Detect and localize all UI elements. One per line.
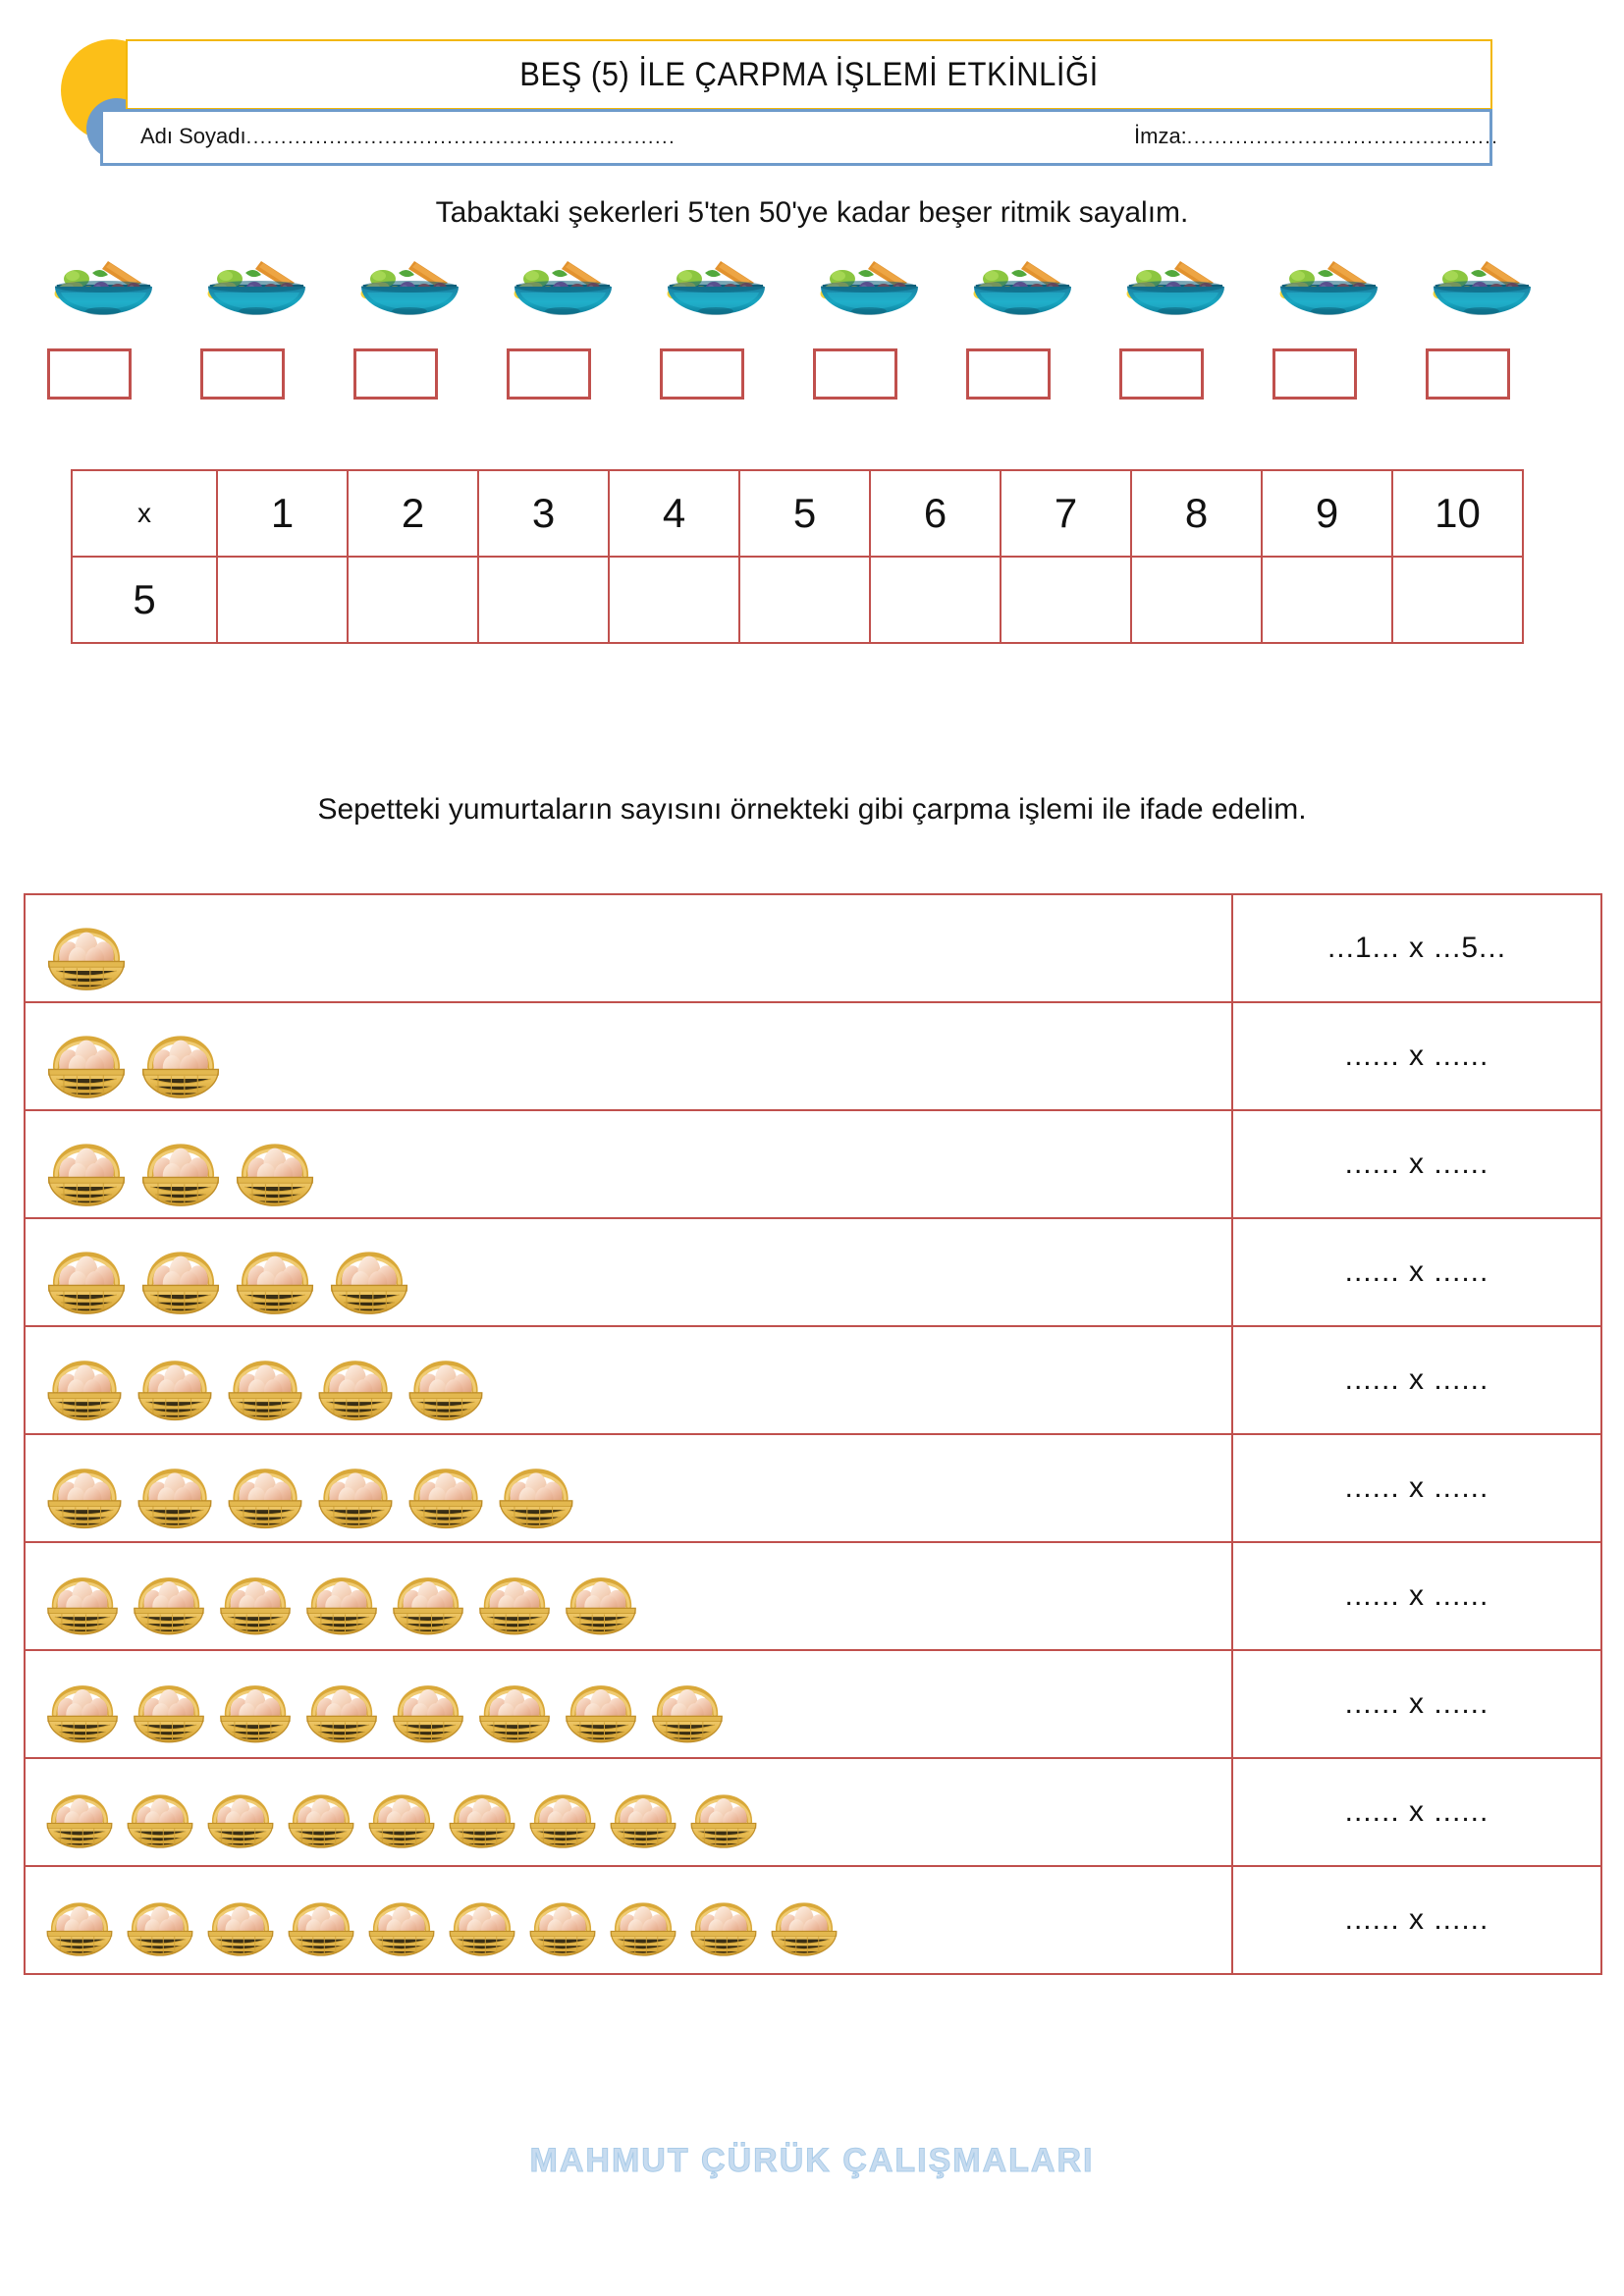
egg-basket-icon [471,1661,558,1747]
counting-answer-box-wrapper [353,348,466,401]
egg-basket-item [134,1225,228,1319]
egg-basket-icon [522,1772,603,1852]
egg-basket-item [126,1661,212,1747]
egg-basket-picture-cell [25,1542,1232,1650]
times-table-answer-cell[interactable] [1262,557,1392,643]
egg-basket-icon [200,1772,281,1852]
egg-basket-icon [39,1443,130,1533]
egg-basket-item [212,1661,298,1747]
instruction-text-baskets: Sepetteki yumurtaların sayısını örnekteki gibi çarpma işlemi ile ifade edelim. [317,793,1307,826]
egg-basket-item [281,1880,361,1960]
instruction-text-counting: Tabaktaki şekerleri 5'ten 50'ye kadar beşer ritmik sayalım. [435,196,1189,229]
egg-basket-row [25,1218,1601,1326]
egg-basket-icon [220,1443,310,1533]
egg-basket-icon [39,1009,134,1103]
counting-answer-box[interactable] [813,348,897,400]
egg-basket-item [310,1335,401,1425]
egg-basket-picture-cell [25,894,1232,1002]
counting-answer-box[interactable] [353,348,438,400]
egg-basket-picture-cell [25,1434,1232,1542]
fruit-bowl-item [47,257,160,320]
egg-basket-item [228,1225,322,1319]
counting-answer-box-wrapper [813,348,926,401]
fruit-bowl-row [47,257,1579,326]
fruit-bowl-icon [813,257,926,320]
egg-basket-icon [134,1009,228,1103]
times-table-answer-cell[interactable] [739,557,870,643]
times-table-header-cell: 9 [1262,470,1392,557]
egg-basket-icon [603,1772,683,1852]
egg-basket-row [25,1110,1601,1218]
egg-basket-item [39,1661,126,1747]
fruit-bowl-icon [1272,257,1385,320]
egg-basket-item [683,1880,764,1960]
egg-basket-item [558,1661,644,1747]
egg-basket-icon [200,1880,281,1960]
egg-basket-icon [683,1880,764,1960]
egg-basket-item [442,1880,522,1960]
egg-basket-icon [491,1443,581,1533]
egg-basket-item [39,1335,130,1425]
egg-basket-icon [120,1772,200,1852]
egg-basket-icon [39,1661,126,1747]
egg-basket-answer-blank[interactable]: ...... x ...... [1232,1758,1601,1866]
egg-basket-item [126,1553,212,1639]
counting-answer-boxes-row [47,348,1579,401]
egg-basket-icon [39,1772,120,1852]
egg-basket-strip [39,1335,1231,1425]
egg-basket-item [558,1553,644,1639]
egg-basket-item [200,1772,281,1852]
fruit-bowl-icon [353,257,466,320]
egg-basket-item [134,1117,228,1211]
egg-basket-table [24,893,1602,1975]
counting-answer-box-wrapper [200,348,313,401]
times-table-answer-cell[interactable] [217,557,348,643]
egg-basket-icon [228,1117,322,1211]
egg-basket-picture-cell [25,1110,1232,1218]
egg-basket-icon [212,1553,298,1639]
counting-answer-box[interactable] [660,348,744,400]
egg-basket-icon [134,1117,228,1211]
signature-dotted-line: ............................................. [1186,127,1499,148]
counting-answer-box[interactable] [1272,348,1357,400]
counting-answer-box-wrapper [1119,348,1232,401]
counting-answer-box-wrapper [966,348,1079,401]
egg-basket-item [134,1009,228,1103]
signature-field[interactable] [1134,124,1498,149]
signature-label: İmza: [1134,124,1187,148]
egg-basket-item [361,1772,442,1852]
times-table-header-cell: 10 [1392,470,1523,557]
footer-credit: MAHMUT ÇÜRÜK ÇALIŞMALARI [529,2142,1095,2179]
title-box [126,39,1492,110]
egg-basket-icon [228,1225,322,1319]
page-title: BEŞ (5) İLE ÇARPMA İŞLEMİ ETKİNLİĞİ [519,54,1099,94]
egg-basket-icon [322,1225,416,1319]
egg-basket-icon [442,1880,522,1960]
worksheet-header [0,18,1624,165]
egg-basket-row [25,1866,1601,1974]
egg-basket-item [228,1117,322,1211]
fruit-bowl-icon [1426,257,1539,320]
egg-basket-row [25,1434,1601,1542]
egg-basket-row [25,1542,1601,1650]
student-info-box[interactable] [100,109,1499,166]
times-table-header-cell: 4 [609,470,739,557]
fruit-bowl-icon [660,257,773,320]
counting-answer-box-wrapper [660,348,773,401]
counting-answer-box-wrapper [1426,348,1539,401]
egg-basket-icon [130,1443,220,1533]
egg-basket-icon [401,1443,491,1533]
egg-basket-strip [39,1661,1231,1747]
egg-basket-icon [310,1335,401,1425]
egg-basket-item [644,1661,731,1747]
egg-basket-item [491,1443,581,1533]
egg-basket-item [522,1772,603,1852]
fruit-bowl-icon [507,257,620,320]
egg-basket-strip [39,901,1231,995]
counting-answer-box[interactable] [507,348,591,400]
fruit-bowl-item [200,257,313,320]
egg-basket-icon [220,1335,310,1425]
counting-answer-box[interactable] [200,348,285,400]
egg-basket-icon [558,1553,644,1639]
times-table-answer-cell[interactable] [348,557,478,643]
egg-basket-item [603,1772,683,1852]
egg-basket-icon [361,1772,442,1852]
times-table-row-label: 5 [72,557,217,643]
egg-basket-item [39,1225,134,1319]
egg-basket-strip [39,1772,1231,1852]
egg-basket-picture-cell [25,1758,1232,1866]
egg-basket-item [120,1772,200,1852]
fruit-bowl-icon [1119,257,1232,320]
egg-basket-item [401,1335,491,1425]
egg-basket-strip [39,1009,1231,1103]
egg-basket-icon [39,1225,134,1319]
times-table-header-cell: 2 [348,470,478,557]
counting-answer-box-wrapper [507,348,620,401]
name-field[interactable] [140,124,676,149]
egg-basket-icon [126,1661,212,1747]
fruit-bowl-icon [47,257,160,320]
egg-basket-item [39,1009,134,1103]
times-table-header-cell: 1 [217,470,348,557]
egg-basket-picture-cell [25,1650,1232,1758]
egg-basket-icon [522,1880,603,1960]
egg-basket-row [25,1326,1601,1434]
egg-basket-answer-blank[interactable]: ...... x ...... [1232,1326,1601,1434]
egg-basket-item [385,1661,471,1747]
egg-basket-item [522,1880,603,1960]
egg-basket-icon [310,1443,401,1533]
egg-basket-strip [39,1880,1231,1960]
egg-basket-answer-blank[interactable]: ...... x ...... [1232,1218,1601,1326]
egg-basket-icon [39,1117,134,1211]
egg-basket-icon [401,1335,491,1425]
times-table-answer-cell[interactable] [870,557,1001,643]
name-dotted-line: .............................................................. [245,127,677,148]
egg-basket-item [298,1661,385,1747]
egg-basket-icon [603,1880,683,1960]
egg-basket-row [25,1650,1601,1758]
egg-basket-strip [39,1225,1231,1319]
egg-basket-icon [39,1553,126,1639]
egg-basket-item [401,1443,491,1533]
egg-basket-icon [361,1880,442,1960]
egg-basket-strip [39,1443,1231,1533]
egg-basket-item [130,1335,220,1425]
fruit-bowl-icon [200,257,313,320]
fruit-bowl-item [813,257,926,320]
egg-basket-answer-blank[interactable]: ...... x ...... [1232,1542,1601,1650]
times-table-answer-cell[interactable] [478,557,609,643]
times-table-header-cell: 7 [1001,470,1131,557]
egg-basket-icon [471,1553,558,1639]
egg-basket-answer-blank[interactable]: ...... x ...... [1232,1002,1601,1110]
egg-basket-icon [130,1335,220,1425]
times-table-header-cell: 6 [870,470,1001,557]
counting-answer-box-wrapper [1272,348,1385,401]
times-table-answer-cell[interactable] [609,557,739,643]
egg-basket-picture-cell [25,1218,1232,1326]
times-table-header-row [72,470,1523,557]
egg-basket-answer-blank[interactable]: ...... x ...... [1232,1866,1601,1974]
egg-basket-answer-blank[interactable]: ...... x ...... [1232,1434,1601,1542]
egg-basket-icon [442,1772,522,1852]
egg-basket-item [39,1880,120,1960]
egg-basket-item [298,1553,385,1639]
egg-basket-item [683,1772,764,1852]
egg-basket-icon [134,1225,228,1319]
fruit-bowl-item [660,257,773,320]
egg-basket-item [310,1443,401,1533]
egg-basket-icon [298,1553,385,1639]
egg-basket-item [471,1553,558,1639]
egg-basket-item [471,1661,558,1747]
times-table-answer-cell[interactable] [1131,557,1262,643]
egg-basket-answer-blank[interactable]: ...... x ...... [1232,1110,1601,1218]
counting-answer-box[interactable] [966,348,1051,400]
fruit-bowl-icon [966,257,1079,320]
egg-basket-item [39,1443,130,1533]
egg-basket-item [764,1880,844,1960]
times-table-answer-cell[interactable] [1001,557,1131,643]
times-table-header-cell: 5 [739,470,870,557]
multiplication-table [71,469,1524,644]
egg-basket-icon [126,1553,212,1639]
egg-basket-item [442,1772,522,1852]
egg-basket-picture-cell [25,1002,1232,1110]
egg-basket-picture-cell [25,1866,1232,1974]
times-table-value-row [72,557,1523,643]
egg-basket-item [212,1553,298,1639]
times-table-header-cell: 8 [1131,470,1262,557]
egg-basket-icon [644,1661,731,1747]
fruit-bowl-item [966,257,1079,320]
name-label: Adı Soyadı [140,124,246,148]
egg-basket-item [220,1335,310,1425]
counting-answer-box-wrapper [47,348,160,401]
egg-basket-item [39,1772,120,1852]
egg-basket-item [39,901,134,995]
egg-basket-item [39,1117,134,1211]
egg-basket-item [385,1553,471,1639]
fruit-bowl-item [1119,257,1232,320]
egg-basket-strip [39,1117,1231,1211]
times-table-header-cell: 3 [478,470,609,557]
counting-answer-box[interactable] [1426,348,1510,400]
counting-answer-box[interactable] [47,348,132,400]
egg-basket-item [220,1443,310,1533]
egg-basket-item [200,1880,281,1960]
egg-basket-item [39,1553,126,1639]
fruit-bowl-item [353,257,466,320]
egg-basket-row [25,894,1601,1002]
egg-basket-icon [385,1661,471,1747]
egg-basket-icon [39,901,134,995]
times-table-answer-cell[interactable] [1392,557,1523,643]
egg-basket-item [120,1880,200,1960]
egg-basket-icon [385,1553,471,1639]
egg-basket-picture-cell [25,1326,1232,1434]
egg-basket-answer-blank[interactable]: ...... x ...... [1232,1650,1601,1758]
counting-answer-box[interactable] [1119,348,1204,400]
egg-basket-icon [39,1335,130,1425]
egg-basket-item [322,1225,416,1319]
egg-basket-icon [298,1661,385,1747]
egg-basket-icon [120,1880,200,1960]
egg-basket-item [130,1443,220,1533]
egg-basket-icon [281,1772,361,1852]
egg-basket-example-answer[interactable]: ...1... x ...5... [1232,894,1601,1002]
times-table-operator-cell: x [72,470,217,557]
fruit-bowl-item [507,257,620,320]
egg-basket-item [281,1772,361,1852]
egg-basket-icon [212,1661,298,1747]
egg-basket-icon [281,1880,361,1960]
fruit-bowl-item [1272,257,1385,320]
egg-basket-icon [764,1880,844,1960]
egg-basket-row [25,1758,1601,1866]
egg-basket-icon [683,1772,764,1852]
egg-basket-icon [39,1880,120,1960]
egg-basket-strip [39,1553,1231,1639]
egg-basket-item [361,1880,442,1960]
fruit-bowl-item [1426,257,1539,320]
egg-basket-item [603,1880,683,1960]
egg-basket-row [25,1002,1601,1110]
egg-basket-icon [558,1661,644,1747]
